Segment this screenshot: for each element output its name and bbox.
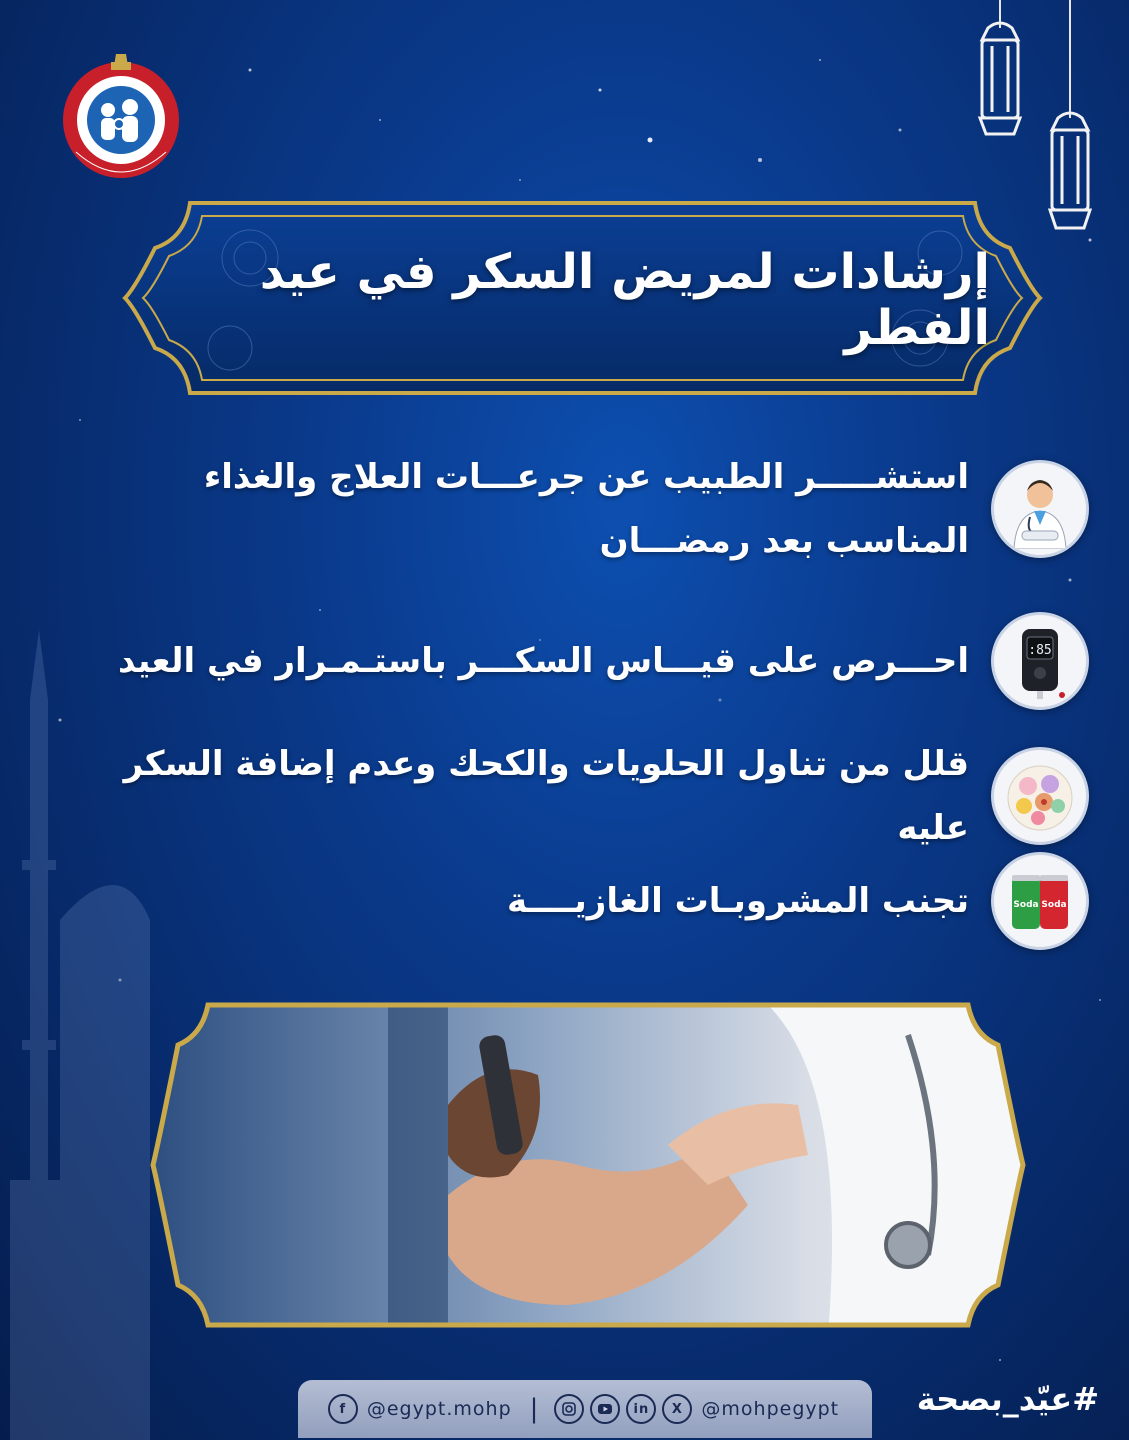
tip-item: [89, 732, 1089, 860]
footer-separator: |: [529, 1394, 540, 1424]
lantern-icon: [970, 0, 1030, 140]
ministry-logo: [56, 52, 186, 182]
soda-can-label: Soda: [1041, 900, 1067, 910]
tip-item: [89, 852, 1089, 950]
social-footer: [298, 1380, 872, 1438]
tip-text: قلل من تناول الحلويات والكحك وعدم إضافة السكر عليه: [123, 744, 969, 848]
glucometer-icon: [991, 612, 1089, 710]
youtube-icon[interactable]: [590, 1394, 620, 1424]
page-title: إرشادات لمريض السكر في عيد الفطر: [259, 244, 990, 356]
facebook-handle[interactable]: @egypt.mohp: [366, 1398, 512, 1420]
soda-cans-icon: [991, 852, 1089, 950]
tip-text: احـــرص على قيـــاس السكـــر باستـمـرار في العيد: [118, 641, 969, 681]
tip-item: [89, 612, 1089, 710]
tip-item: [89, 445, 1089, 573]
glucometer-reading: :85: [1028, 643, 1052, 658]
social-handle[interactable]: @mohpegypt: [701, 1398, 840, 1420]
soda-can-label: Soda: [1013, 900, 1039, 910]
x-icon[interactable]: X: [662, 1394, 692, 1424]
lantern-icon: [1038, 0, 1098, 235]
doctor-icon: [991, 460, 1089, 558]
linkedin-icon[interactable]: in: [626, 1394, 656, 1424]
tip-text: تجنب المشروبـات الغازيــــة: [506, 881, 969, 921]
hashtag: #عيّد_بصحة: [916, 1380, 1099, 1418]
diabetes-test-photo: [148, 995, 1028, 1335]
instagram-icon[interactable]: [554, 1394, 584, 1424]
sweets-icon: [991, 747, 1089, 845]
tip-text: استشـــــر الطبيب عن جرعـــات العلاج والغذاء المناسب بعد رمضـــان: [203, 457, 969, 561]
facebook-icon[interactable]: f: [328, 1394, 358, 1424]
